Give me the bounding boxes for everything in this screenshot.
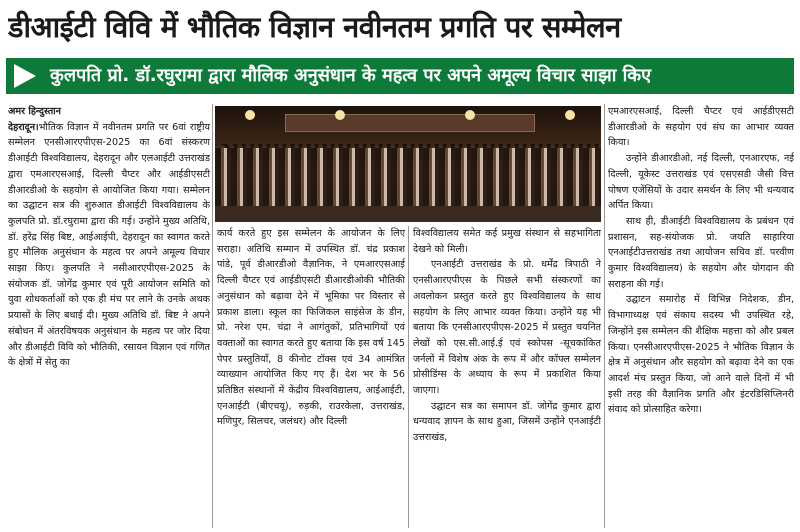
column-divider	[604, 104, 605, 528]
column-3-paragraph-2: एनआईटी उत्तराखंड के प्रो. धर्मेंद्र त्रिपाठी ने एनसीआरएपीएस के पिछले सभी संस्करणों का अवलोकन प्रस्तुत करते हुए विश्वविद्यालय के साथ सहयोग के लिए आभार व्यक्त किया। उन्होंने यह भी बताया कि एनसीआरएपीएस-2025 में प्रस्तुत चयनित लेखों को एस.सी.आई.ई एवं स्कोपस -सूचकांकित जर्नलों में विशेष अंक के रूप में और कॉफ्ल सम्मेलन प्रोसीडिंग्स के अध्याय के रूप में प्रकाशित किया जाएगा।	[413, 259, 601, 397]
column-3-paragraph-1: विश्वविद्यालय समेत कई प्रमुख संस्थान से सहभागिता देखने को मिली।	[413, 228, 601, 255]
headline: डीआईटी विवि में भौतिक विज्ञान नवीनतम प्रगति पर सम्मेलन	[8, 10, 621, 44]
column-4-paragraph-1: एमआरएसआई, दिल्ली चैप्टर एवं आईडीएसटी डीआरडीओ के सहयोग एवं संघ का आभार व्यक्त किया।	[608, 106, 794, 149]
column-4-paragraph-2: उन्होंने डीआरडीओ, नई दिल्ली, एनआरएफ, नई दिल्ली, यूकेस्ट उत्तराखंड एवं एसएसडी जैसी वित्त पोषण एजेंसियों के उदार समर्थन के लिए भी धन्यवाद अर्पित किया।	[608, 153, 794, 212]
article-column-2	[217, 226, 405, 528]
article-column-1	[8, 104, 210, 528]
stage-banner	[285, 114, 535, 132]
column-4-paragraph-3: साथ ही, डीआईटी विश्वविद्यालय के प्रबंधन एवं प्रशासन, सह-संयोजक प्रो. जयति साहारिया एनआईटीउत्तराखंड तथा आयोजन सचिव डॉ. परवीण कुमार विश्वविद्यालय) के सहयोग और योगदान की सराहना की गई।	[608, 215, 794, 290]
arrow-right-icon	[14, 64, 36, 88]
subheadline-banner	[6, 58, 794, 94]
column-4-paragraph-4: उद्घाटन समारोह में विभिन्न निदेशक, डीन, विभागाध्यक्ष एवं संकाय सदस्य भी उपस्थित रहे, जिन्होंने इस सम्मेलन की शैक्षिक महत्ता को और प्रबल किया। एनसीआरएपीएस-2025 ने भौतिक विज्ञान के क्षेत्र में अनुसंधान और सहयोग को बढ़ावा देने का एक आदर्श मंच प्रस्तुत किया, जो आने वाले दिनों में भी इसी तरह की वैज्ञानिक प्रगति और इंटरडिसिप्लिनरी संवाद को प्रोत्साहित करेगा।	[608, 294, 794, 416]
column-3-paragraph-3: उद्घाटन सत्र का समापन डॉ. जोगेंद्र कुमार द्वारा धन्यवाद ज्ञापन के साथ हुआ, जिसमें उन्होंने एनआईटी उत्तराखंड,	[413, 400, 601, 444]
stage-light	[565, 110, 575, 120]
stage-light	[465, 110, 475, 120]
article-column-4	[608, 104, 794, 528]
article-column-3	[413, 226, 601, 528]
floor	[215, 206, 601, 222]
column-1-paragraph-1	[8, 120, 210, 371]
stage-light	[245, 110, 255, 120]
column-divider	[408, 226, 409, 528]
column-divider	[212, 104, 213, 528]
column-1-text: भौतिक विज्ञान में नवीनतम प्रगति पर 6वां राष्ट्रीय सम्मेलन एनसीआरएपीएस-2025 का 6वां संस्करण डीआईटी विश्वविद्यालय, देहरादून और एलआईटी उत्तराखंड द्वारा एमआरएसआई, दिल्ली चैप्टर और आईडीएसटी डीआरडीओ के सहयोग से आयोजित किया गया। सम्मेलन का उद्घाटन सत्र की शुरुआत डीआईटी विश्वविद्यालय के कुलपति प्रो. डॉ.रघुरामा द्वारा की गई। उन्होंने मुख्य अतिथि, डॉ. हरेंद्र सिंह बिष्ट, आईआईपी, देहरादून का स्वागत करते हुए मौलिक अनुसंधान के महत्व पर अपने अमूल्य विचार साझा किए। कुलपति ने नसीआरएपीएस-2025 के संयोजक डॉ. जोगेंद्र कुमार एवं पूरी आयोजन समिति को युवा शोधकर्ताओं को एक ही मंच पर लाने के उनके अथक प्रयासों के लिए बधाई दी। मुख्य अतिथि डॉ. बिष्ट ने अपने संबोधन में अंतरविषयक अनुसंधान के महत्व पर जोर दिया और डीआईटी विवि को भौतिकी, रसायन विज्ञान एवं गणित के क्षेत्रों में सेतु का	[8, 121, 210, 369]
stage-light	[335, 110, 345, 120]
conference-group-photo	[215, 106, 601, 222]
column-2-paragraph-1: कार्य करते हुए इस सम्मेलन के आयोजन के लिए सराहा। अतिथि सम्मान में उपस्थित डॉ. चंद्र प्रकाश पांडे, पूर्व डीआरडीओ वैज्ञानिक, ने एमआरएसआई दिल्ली चैप्टर एवं आईडीएसटी डीआरडीओकी भौतिकी अनुसंधान को बढ़ावा देने में भूमिका पर विस्तार से प्रकाश डाला। स्कूल का फिजिकल साइंसेज के डीन, प्रो. नरेश एम. चंद्रा ने आगंतुकों, प्रतिभागियों एवं वक्ताओं का स्वागत करते हुए बताया कि इस वर्ष 145 पेपर प्रस्तुतियाँ, 8 कीनोट टॉक्स एवं 34 आमंत्रित व्याख्यान आयोजित किए गए हैं। देश भर के 56 प्रतिष्ठित संस्थानों में केंद्रीय विश्वविद्यालय, आईआईटी, एनआईटी (बीएचयू), रुड़की, राउरकेला, उत्तराखंड, मणिपुर, सिलचर, जलंधर) और दिल्ली	[217, 228, 405, 428]
subheadline: कुलपति प्रो. डॉ.रघुरामा द्वारा मौलिक अनुसंधान के महत्व पर अपने अमूल्य विचार साझा किए	[50, 65, 652, 86]
byline: अमर हिन्दुस्तान	[8, 106, 61, 117]
dateline: देहरादून।	[8, 121, 39, 133]
